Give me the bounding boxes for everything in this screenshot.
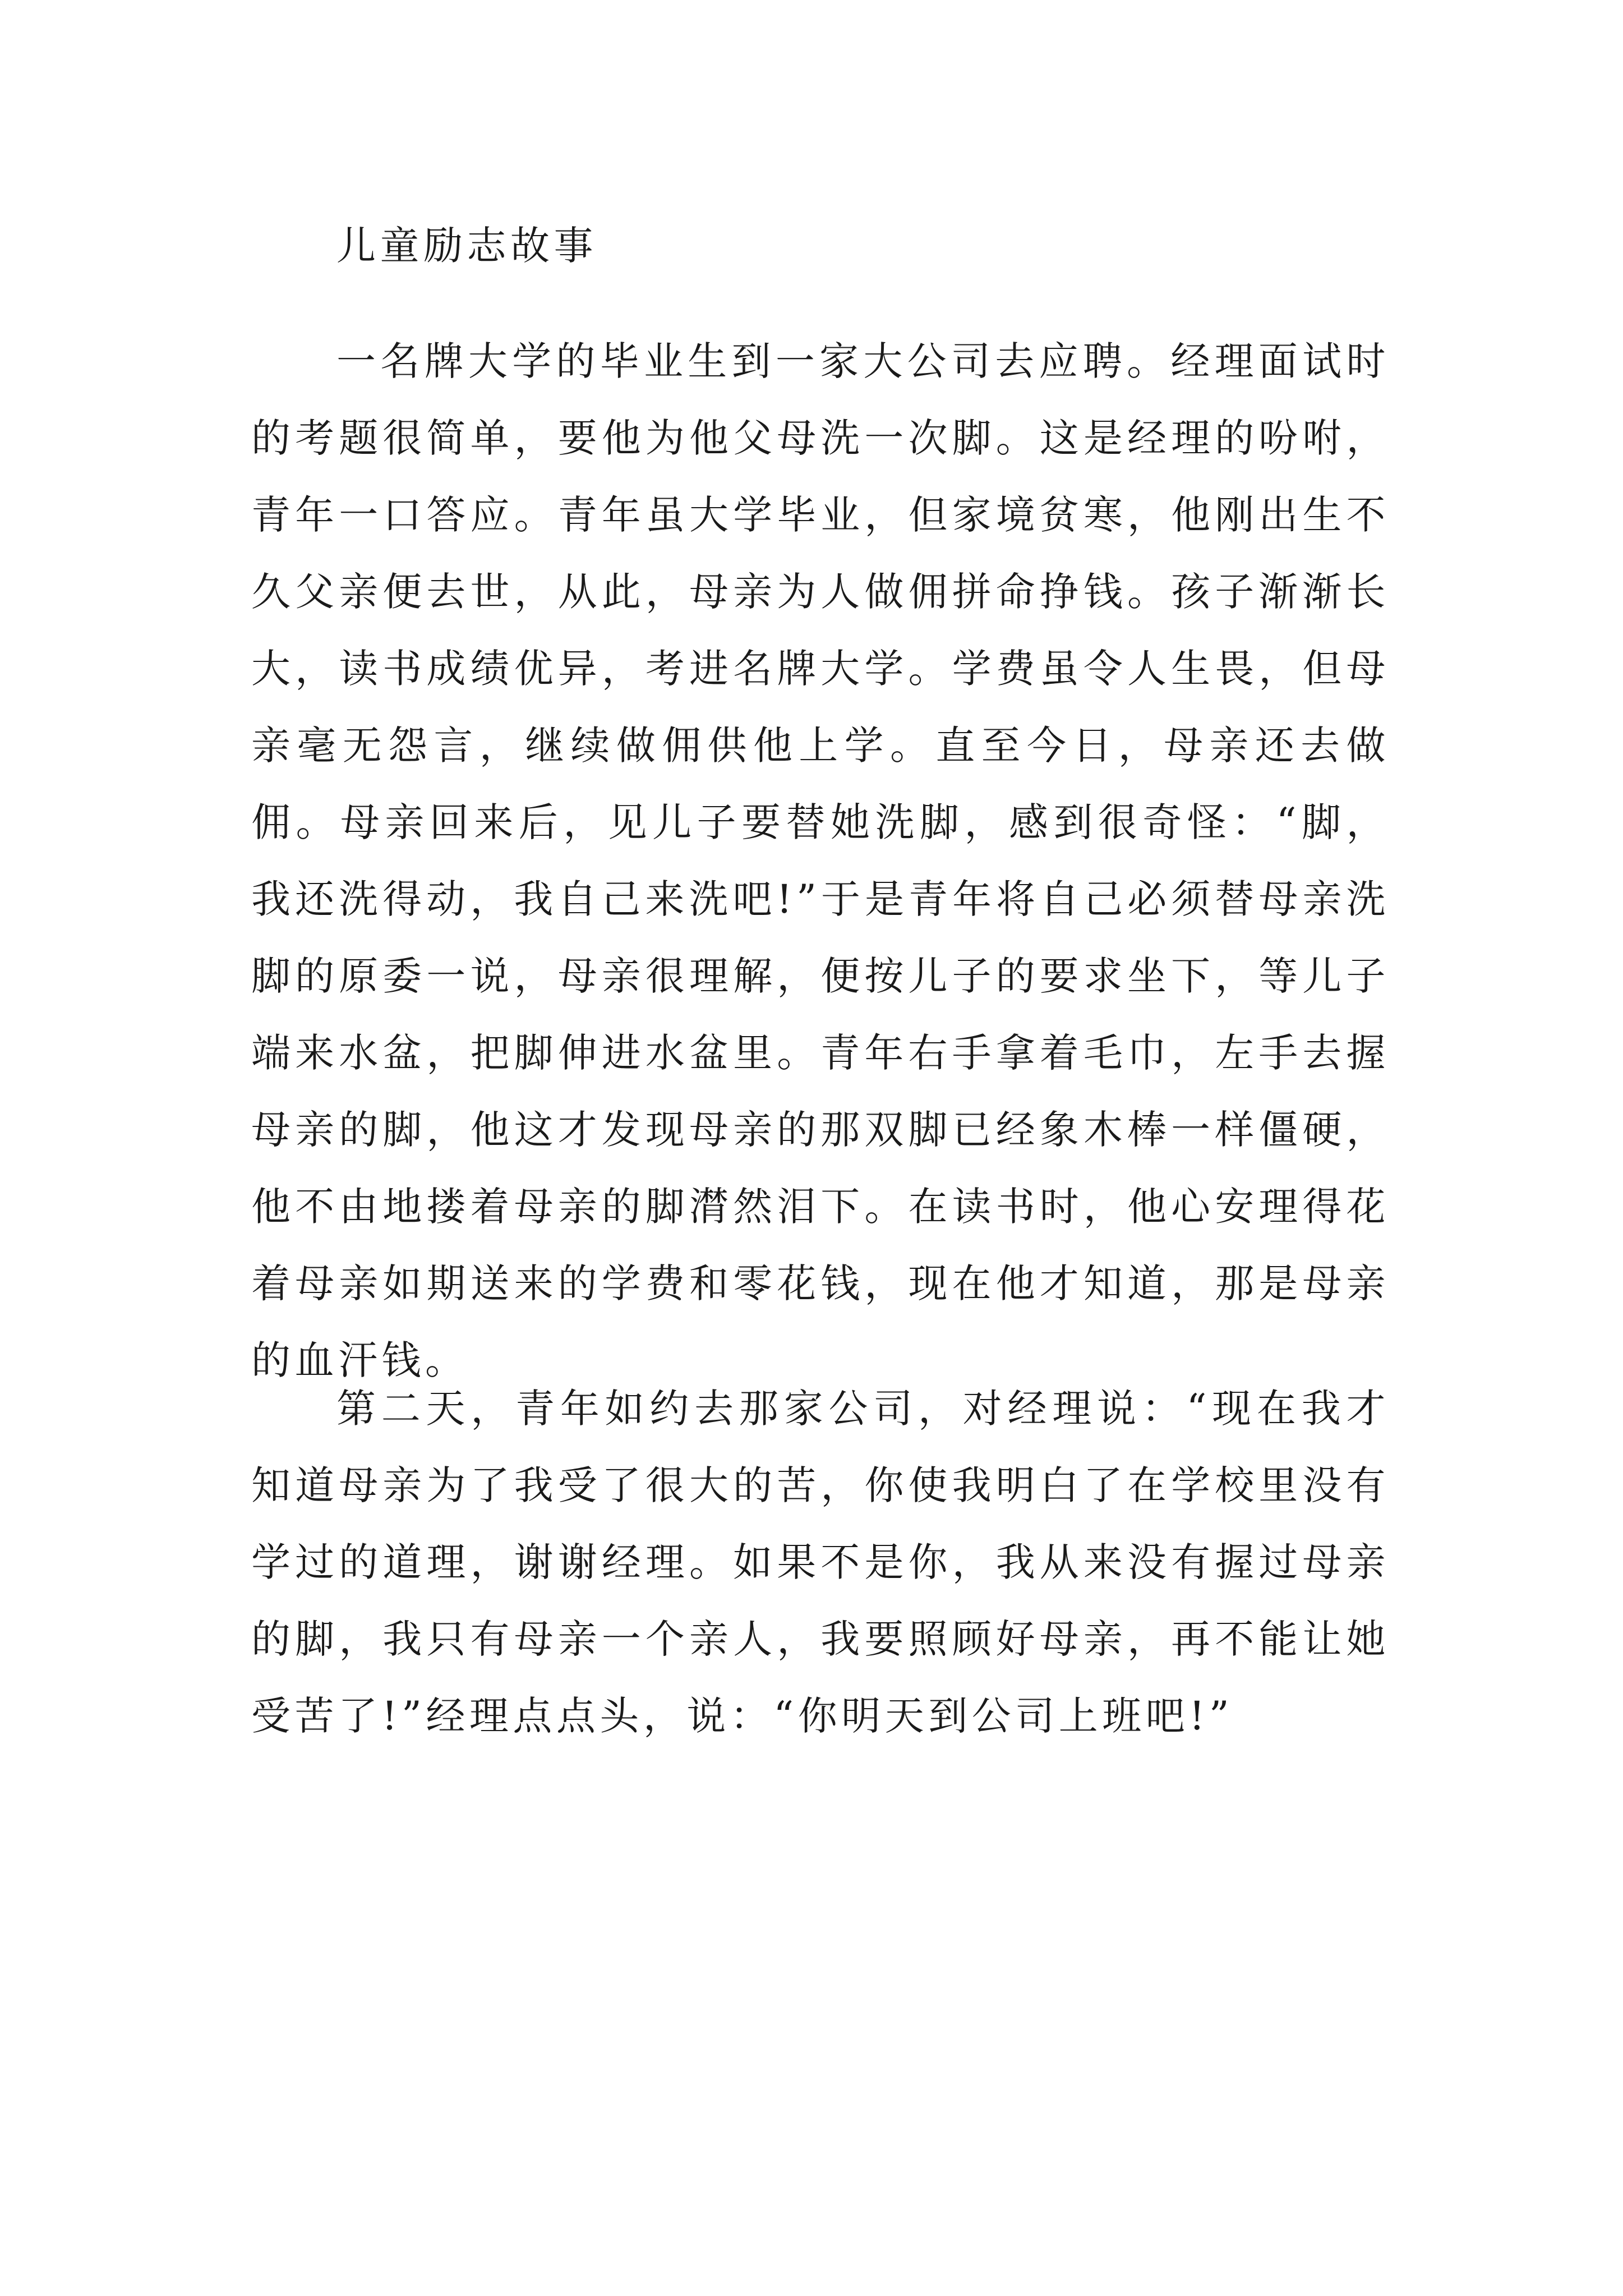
paragraph-2 (251, 1370, 1390, 1755)
paragraph-1 (251, 323, 1390, 1399)
document-title: 儿童励志故事 (336, 223, 597, 269)
paragraph-2-text: 第二天，青年如约去那家公司，对经理说：“现在我才知道母亲为了我受了很大的苦，你使我明白了在学校里没有学过的道理，谢谢经理。如果不是你，我从来没有握过母亲的脚，我只有母亲一个亲人，我要照顾好母亲，再不能让她受苦了!”经理点点头，说：“你明天到公司上班吧!” (251, 1386, 1390, 1739)
paragraph-1-text: 一名牌大学的毕业生到一家大公司去应聘。经理面试时的考题很简单，要他为他父母洗一次脚。这是经理的吩咐，青年一口答应。青年虽大学毕业，但家境贫寒，他刚出生不久父亲便去世，从此，母亲为人做佣拼命挣钱。孩子渐渐长大，读书成绩优异，考进名牌大学。学费虽令人生畏，但母亲毫无怨言，继续做佣供他上学。直至今日，母亲还去做佣。母亲回来后，见儿子要替她洗脚，感到很奇怪：“脚，我还洗得动，我自己来洗吧!”于是青年将自己必须替母亲洗脚的原委一说，母亲很理解，便按儿子的要求坐下，等儿子端来水盆，把脚伸进水盆里。青年右手拿着毛巾，左手去握母亲的脚，他这才发现母亲的那双脚已经象木棒一样僵硬，他不由地搂着母亲的脚潸然泪下。在读书时，他心安理得花着母亲如期送来的学费和零花钱，现在他才知道，那是母亲的血汗钱。 (251, 338, 1390, 1383)
